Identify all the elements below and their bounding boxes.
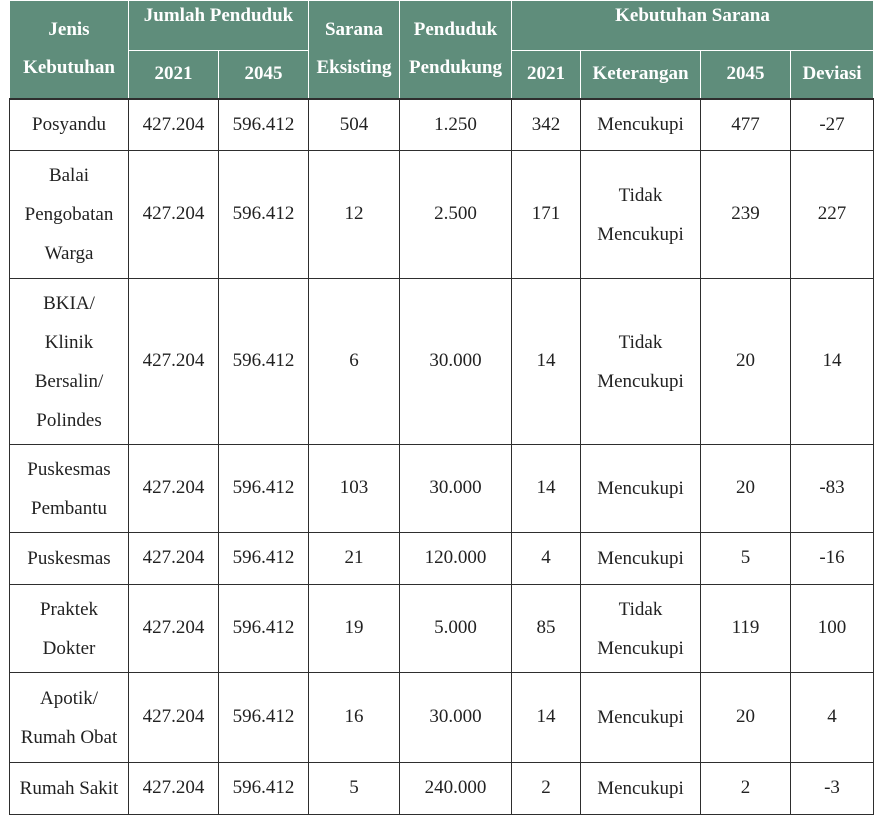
- cell-penduduk-pendukung: 2.500: [400, 151, 512, 279]
- cell-deviasi: -3: [791, 763, 874, 815]
- cell-keterangan: Mencukupi: [581, 763, 701, 815]
- header-penduduk-2045: 2045: [219, 51, 309, 99]
- cell-kebutuhan-2021: 2: [512, 763, 581, 815]
- cell-sarana-eksisting: 504: [309, 99, 400, 151]
- header-kebutuhan-2045: 2045: [701, 51, 791, 99]
- cell-deviasi: -83: [791, 445, 874, 533]
- cell-keterangan: Mencukupi: [581, 445, 701, 533]
- cell-kebutuhan-2045: 20: [701, 673, 791, 763]
- cell-penduduk-pendukung: 30.000: [400, 673, 512, 763]
- cell-penduduk-2045: 596.412: [219, 763, 309, 815]
- cell-sarana-eksisting: 16: [309, 673, 400, 763]
- cell-jenis-kebutuhan: Posyandu: [10, 99, 129, 151]
- cell-deviasi: 4: [791, 673, 874, 763]
- facility-needs-table: [9, 0, 874, 815]
- cell-penduduk-2021: 427.204: [129, 279, 219, 445]
- table-row: [10, 763, 874, 815]
- cell-kebutuhan-2045: 2: [701, 763, 791, 815]
- cell-kebutuhan-2045: 119: [701, 585, 791, 673]
- cell-kebutuhan-2021: 85: [512, 585, 581, 673]
- cell-penduduk-2045: 596.412: [219, 99, 309, 151]
- cell-kebutuhan-2021: 4: [512, 533, 581, 585]
- cell-penduduk-pendukung: 1.250: [400, 99, 512, 151]
- cell-kebutuhan-2045: 5: [701, 533, 791, 585]
- cell-penduduk-pendukung: 30.000: [400, 279, 512, 445]
- cell-penduduk-pendukung: 30.000: [400, 445, 512, 533]
- cell-kebutuhan-2045: 20: [701, 445, 791, 533]
- header-penduduk-2021: 2021: [129, 51, 219, 99]
- header-kebutuhan-sarana: Kebutuhan Sarana: [512, 1, 874, 51]
- cell-kebutuhan-2045: 239: [701, 151, 791, 279]
- cell-jenis-kebutuhan: BKIA/ Klinik Bersalin/ Polindes: [10, 279, 129, 445]
- cell-penduduk-2045: 596.412: [219, 445, 309, 533]
- cell-sarana-eksisting: 103: [309, 445, 400, 533]
- table-row: [10, 151, 874, 279]
- cell-kebutuhan-2021: 171: [512, 151, 581, 279]
- header-penduduk-pendukung: Penduduk Pendukung: [400, 1, 512, 99]
- cell-deviasi: -27: [791, 99, 874, 151]
- cell-jenis-kebutuhan: Rumah Sakit: [10, 763, 129, 815]
- header-keterangan: Keterangan: [581, 51, 701, 99]
- table-body: [10, 99, 874, 815]
- header-deviasi: Deviasi: [791, 51, 874, 99]
- cell-sarana-eksisting: 6: [309, 279, 400, 445]
- cell-deviasi: 14: [791, 279, 874, 445]
- cell-keterangan: Tidak Mencukupi: [581, 279, 701, 445]
- cell-penduduk-2045: 596.412: [219, 151, 309, 279]
- cell-penduduk-2021: 427.204: [129, 445, 219, 533]
- cell-keterangan: Tidak Mencukupi: [581, 585, 701, 673]
- cell-penduduk-pendukung: 5.000: [400, 585, 512, 673]
- table-row: [10, 673, 874, 763]
- cell-keterangan: Tidak Mencukupi: [581, 151, 701, 279]
- cell-jenis-kebutuhan: Apotik/ Rumah Obat: [10, 673, 129, 763]
- cell-kebutuhan-2021: 14: [512, 673, 581, 763]
- table-row: [10, 585, 874, 673]
- cell-kebutuhan-2021: 14: [512, 279, 581, 445]
- cell-deviasi: 227: [791, 151, 874, 279]
- cell-deviasi: 100: [791, 585, 874, 673]
- cell-sarana-eksisting: 19: [309, 585, 400, 673]
- cell-sarana-eksisting: 21: [309, 533, 400, 585]
- cell-keterangan: Mencukupi: [581, 533, 701, 585]
- cell-jenis-kebutuhan: Puskesmas: [10, 533, 129, 585]
- header-jenis-kebutuhan: Jenis Kebutuhan: [10, 1, 129, 99]
- cell-kebutuhan-2045: 477: [701, 99, 791, 151]
- cell-penduduk-2045: 596.412: [219, 585, 309, 673]
- table-row: [10, 279, 874, 445]
- cell-jenis-kebutuhan: Praktek Dokter: [10, 585, 129, 673]
- header-sarana-eksisting: Sarana Eksisting: [309, 1, 400, 99]
- cell-penduduk-2021: 427.204: [129, 585, 219, 673]
- cell-kebutuhan-2045: 20: [701, 279, 791, 445]
- cell-penduduk-2045: 596.412: [219, 673, 309, 763]
- header-jumlah-penduduk: Jumlah Penduduk: [129, 1, 309, 51]
- cell-keterangan: Mencukupi: [581, 99, 701, 151]
- table-row: [10, 99, 874, 151]
- cell-jenis-kebutuhan: Puskesmas Pembantu: [10, 445, 129, 533]
- cell-penduduk-2045: 596.412: [219, 279, 309, 445]
- cell-penduduk-pendukung: 120.000: [400, 533, 512, 585]
- cell-penduduk-2021: 427.204: [129, 763, 219, 815]
- table-header: [10, 1, 874, 99]
- cell-deviasi: -16: [791, 533, 874, 585]
- cell-penduduk-2021: 427.204: [129, 533, 219, 585]
- cell-penduduk-pendukung: 240.000: [400, 763, 512, 815]
- cell-penduduk-2021: 427.204: [129, 99, 219, 151]
- cell-keterangan: Mencukupi: [581, 673, 701, 763]
- cell-kebutuhan-2021: 342: [512, 99, 581, 151]
- cell-penduduk-2021: 427.204: [129, 673, 219, 763]
- cell-penduduk-2021: 427.204: [129, 151, 219, 279]
- table-row: [10, 533, 874, 585]
- table-row: [10, 445, 874, 533]
- cell-sarana-eksisting: 5: [309, 763, 400, 815]
- cell-sarana-eksisting: 12: [309, 151, 400, 279]
- cell-penduduk-2045: 596.412: [219, 533, 309, 585]
- header-kebutuhan-2021: 2021: [512, 51, 581, 99]
- cell-jenis-kebutuhan: Balai Pengobatan Warga: [10, 151, 129, 279]
- cell-kebutuhan-2021: 14: [512, 445, 581, 533]
